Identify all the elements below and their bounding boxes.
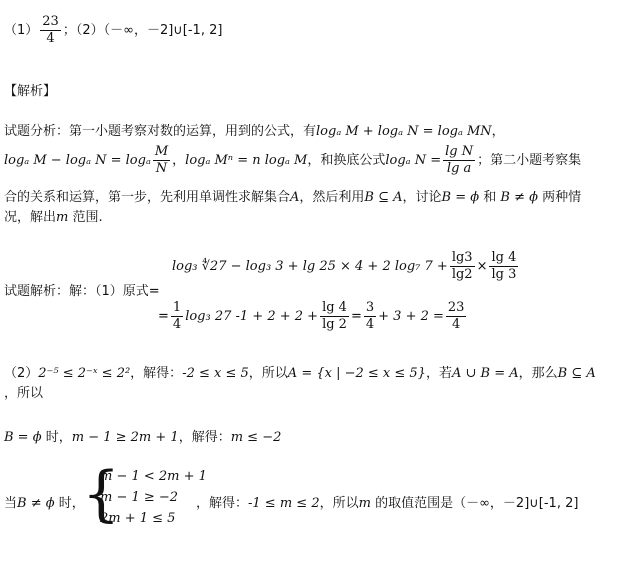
set-A-definition: A = {x | −2 ≤ x ≤ 5} [287,366,426,381]
part2-line: （2）2⁻⁵ ≤ 2⁻ˣ ≤ 2²，解得：-2 ≤ x ≤ 5，所以A = {x | −2 ≤ x ≤ 5}，若A ∪ B = A，那么B ⊆ A [4,366,596,381]
section-header: 【解析】 [4,84,57,99]
answer-part1-fraction: $\frac{23}{4}$ [42,14,59,46]
answer-line [4,14,222,47]
solution-label: 试题解析：解：（1）原式= [4,284,160,299]
system-row-3: 2m + 1 ≤ 5 [100,511,176,526]
system-row-2: m − 1 ≥ −2 [100,490,179,505]
case-2-label: 当B ≠ ϕ 时， [4,496,85,511]
analysis-line-1: 试题分析：第一小题考察对数的运算，用到的公式，有logₐ M + logₐ N = logₐ MN， [4,124,505,139]
system-row-1: m − 1 < 2m + 1 [100,469,207,484]
log-diff-formula: logₐ M − logₐ N = logₐ [4,153,151,168]
case-1-line: B = ϕ 时，m − 1 ≥ 2m + 1，解得：m ≤ −2 [4,430,282,445]
case-2-system [100,466,207,529]
log-sum-formula: logₐ M + logₐ N = logₐ MN [316,124,492,139]
log-power-formula: logₐ Mⁿ = n logₐ M [185,153,308,168]
original-expression: log₃ ∜27 − log₃ 3 + lg 25 × 4 + 2 log₇ 7 + [172,259,448,274]
solution-row-1: log₃ ∜27 − log₃ 3 + lg 25 × 4 + 2 log₇ 7 + $\frac{\lg 3}{\lg 2}$ × $\frac{\lg 4}{\lg 3}$ [172,250,517,282]
answer-part2-label: ；（2） [62,23,104,38]
system-brace: { [82,459,121,529]
part2-line-cont: ，所以 [4,386,44,401]
change-of-base-formula: logₐ N = [385,153,442,168]
answer-part2-value: （－∞，－2]∪[-1, 2] [103,23,223,38]
analysis-line-3: 合的关系和运算，第一步，先利用单调性求解集合A，然后利用B ⊆ A，讨论B = ϕ 和 B ≠ ϕ 两种情 [4,190,582,205]
answer-part1-label: （1） [4,23,39,38]
solution-row-2: = $\frac{1}{4}$ log₃ 27 -1 + 2 + 2 + $\frac{\lg 4}{\lg 2}$ = $\frac{3}{4}$ + 3 + 2 = $\frac{23}{4}$ [158,300,465,332]
analysis-line-2: logₐ M − logₐ N = logₐ $\frac{M}{N}$ ，logₐ Mⁿ = n logₐ M，和换底公式logₐ N = $\frac{\text{lg N}}{\text{lg a}}$ ；第二小题考察集 [4,144,582,176]
case-2-result: ，解得：-1 ≤ m ≤ 2，所以m 的取值范围是（－∞，－2]∪[-1, 2] [196,496,579,511]
analysis-line-4: 况，解出m 范围. [4,210,103,225]
